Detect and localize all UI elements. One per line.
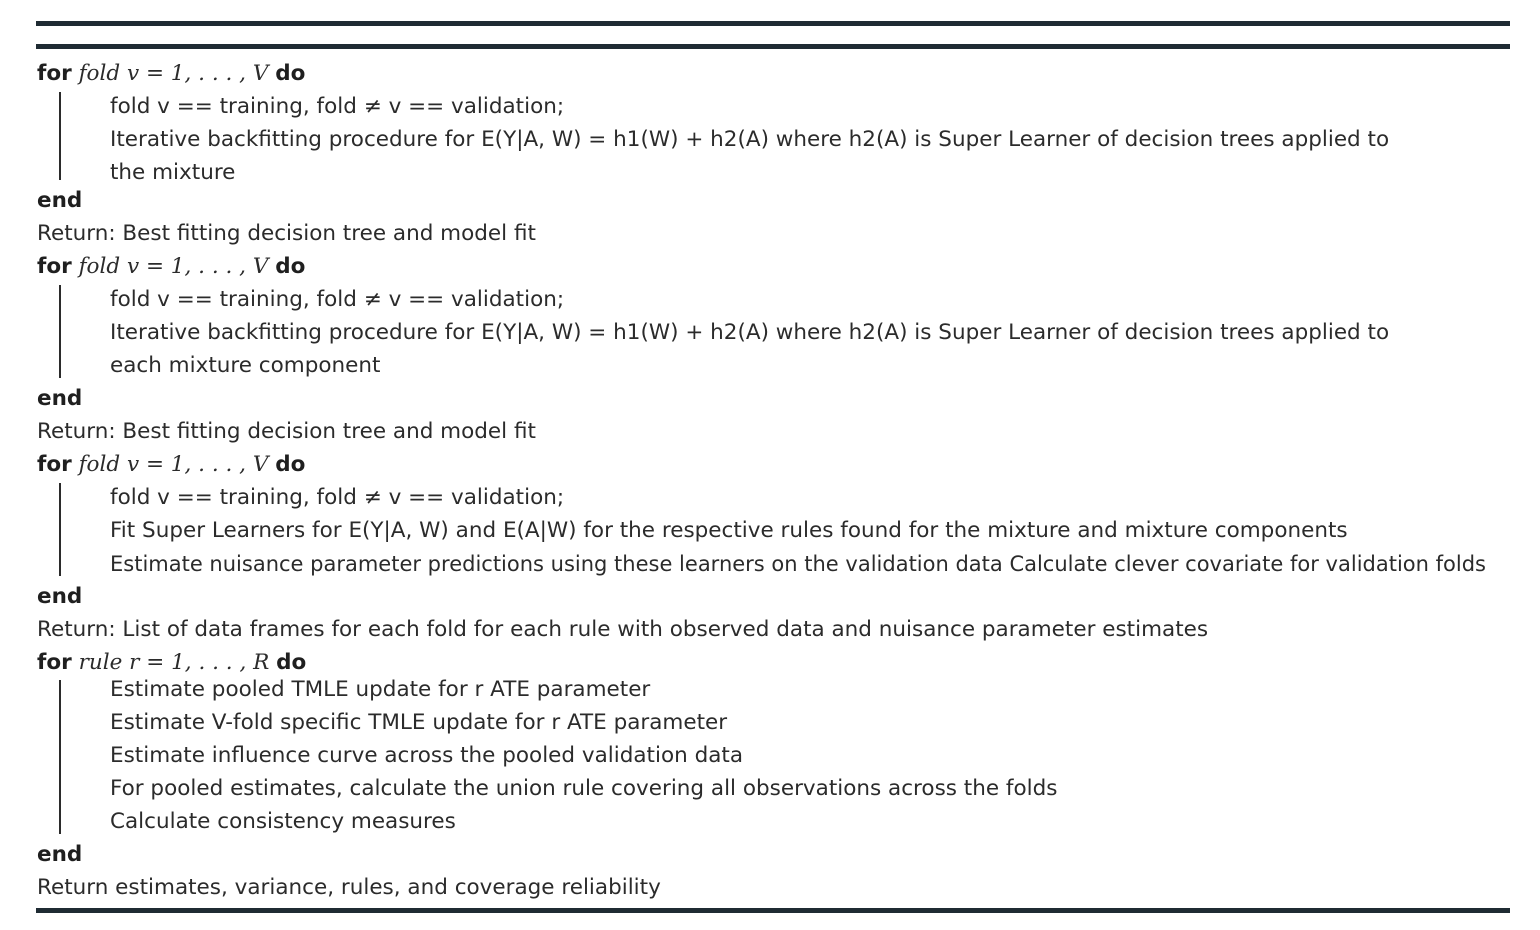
body-line: For pooled estimates, calculate the union rule covering all observations across the folds	[110, 776, 1058, 801]
for-line-2	[37, 253, 305, 281]
top-rule-thin	[36, 44, 1510, 49]
for-var-label: fold	[78, 61, 121, 86]
return-line: Return: Best fitting decision tree and model fit	[37, 419, 536, 444]
for-var-label: fold	[78, 254, 121, 279]
body-line: the mixture	[110, 160, 236, 185]
body-line: Estimate nuisance parameter predictions using these learners on the validation data Calculate clever covariate for validation folds	[110, 552, 1486, 576]
body-line: Iterative backfitting procedure for E(Y|A, W) = h1(W) + h2(A) where h2(A) is Super Learner of decision trees applied to	[110, 320, 1390, 345]
body-line: Estimate pooled TMLE update for r ATE parameter	[110, 677, 651, 702]
body-line: Calculate consistency measures	[110, 809, 456, 834]
end-keyword: end	[37, 188, 83, 213]
for-var-label: rule	[78, 650, 123, 675]
for-line-1	[37, 60, 305, 88]
do-keyword: do	[275, 254, 306, 279]
end-keyword: end	[37, 386, 83, 411]
return-line: Return estimates, variance, rules, and coverage reliability	[37, 875, 661, 900]
block-bar-2	[59, 285, 61, 378]
for-keyword: for	[37, 650, 72, 675]
for-var-label: fold	[78, 452, 121, 477]
block-bar-1	[59, 92, 61, 180]
body-line: Iterative backfitting procedure for E(Y|A, W) = h1(W) + h2(A) where h2(A) is Super Learner of decision trees applied to	[110, 127, 1390, 152]
block-bar-3	[59, 483, 61, 576]
for-keyword: for	[37, 452, 72, 477]
for-range: v = 1, . . . , V	[126, 452, 269, 477]
for-range: v = 1, . . . , V	[126, 254, 269, 279]
for-line-3	[37, 451, 305, 479]
for-range: r = 1, . . . , R	[129, 650, 270, 675]
body-line: fold v == training, fold ≠ v == validation;	[110, 94, 565, 119]
body-line: fold v == training, fold ≠ v == validation;	[110, 485, 565, 510]
body-line: Fit Super Learners for E(Y|A, W) and E(A|W) for the respective rules found for the mixture and mixture components	[110, 518, 1348, 543]
bottom-rule	[36, 908, 1510, 913]
body-line: Estimate influence curve across the pooled validation data	[110, 743, 744, 768]
body-line: Estimate V-fold specific TMLE update for r ATE parameter	[110, 710, 728, 735]
block-bar-4	[59, 680, 61, 834]
do-keyword: do	[275, 61, 306, 86]
body-line: each mixture component	[110, 353, 381, 378]
top-rule-thick	[36, 21, 1510, 26]
for-range: v = 1, . . . , V	[126, 61, 269, 86]
do-keyword: do	[275, 452, 306, 477]
for-keyword: for	[37, 61, 72, 86]
end-keyword: end	[37, 584, 83, 609]
do-keyword: do	[276, 650, 307, 675]
return-line: Return: List of data frames for each fold for each rule with observed data and nuisance parameter estimates	[37, 617, 1209, 642]
end-keyword: end	[37, 842, 83, 867]
return-line: Return: Best fitting decision tree and model fit	[37, 221, 536, 246]
for-line-4	[37, 649, 306, 677]
body-line: fold v == training, fold ≠ v == validation;	[110, 287, 565, 312]
for-keyword: for	[37, 254, 72, 279]
